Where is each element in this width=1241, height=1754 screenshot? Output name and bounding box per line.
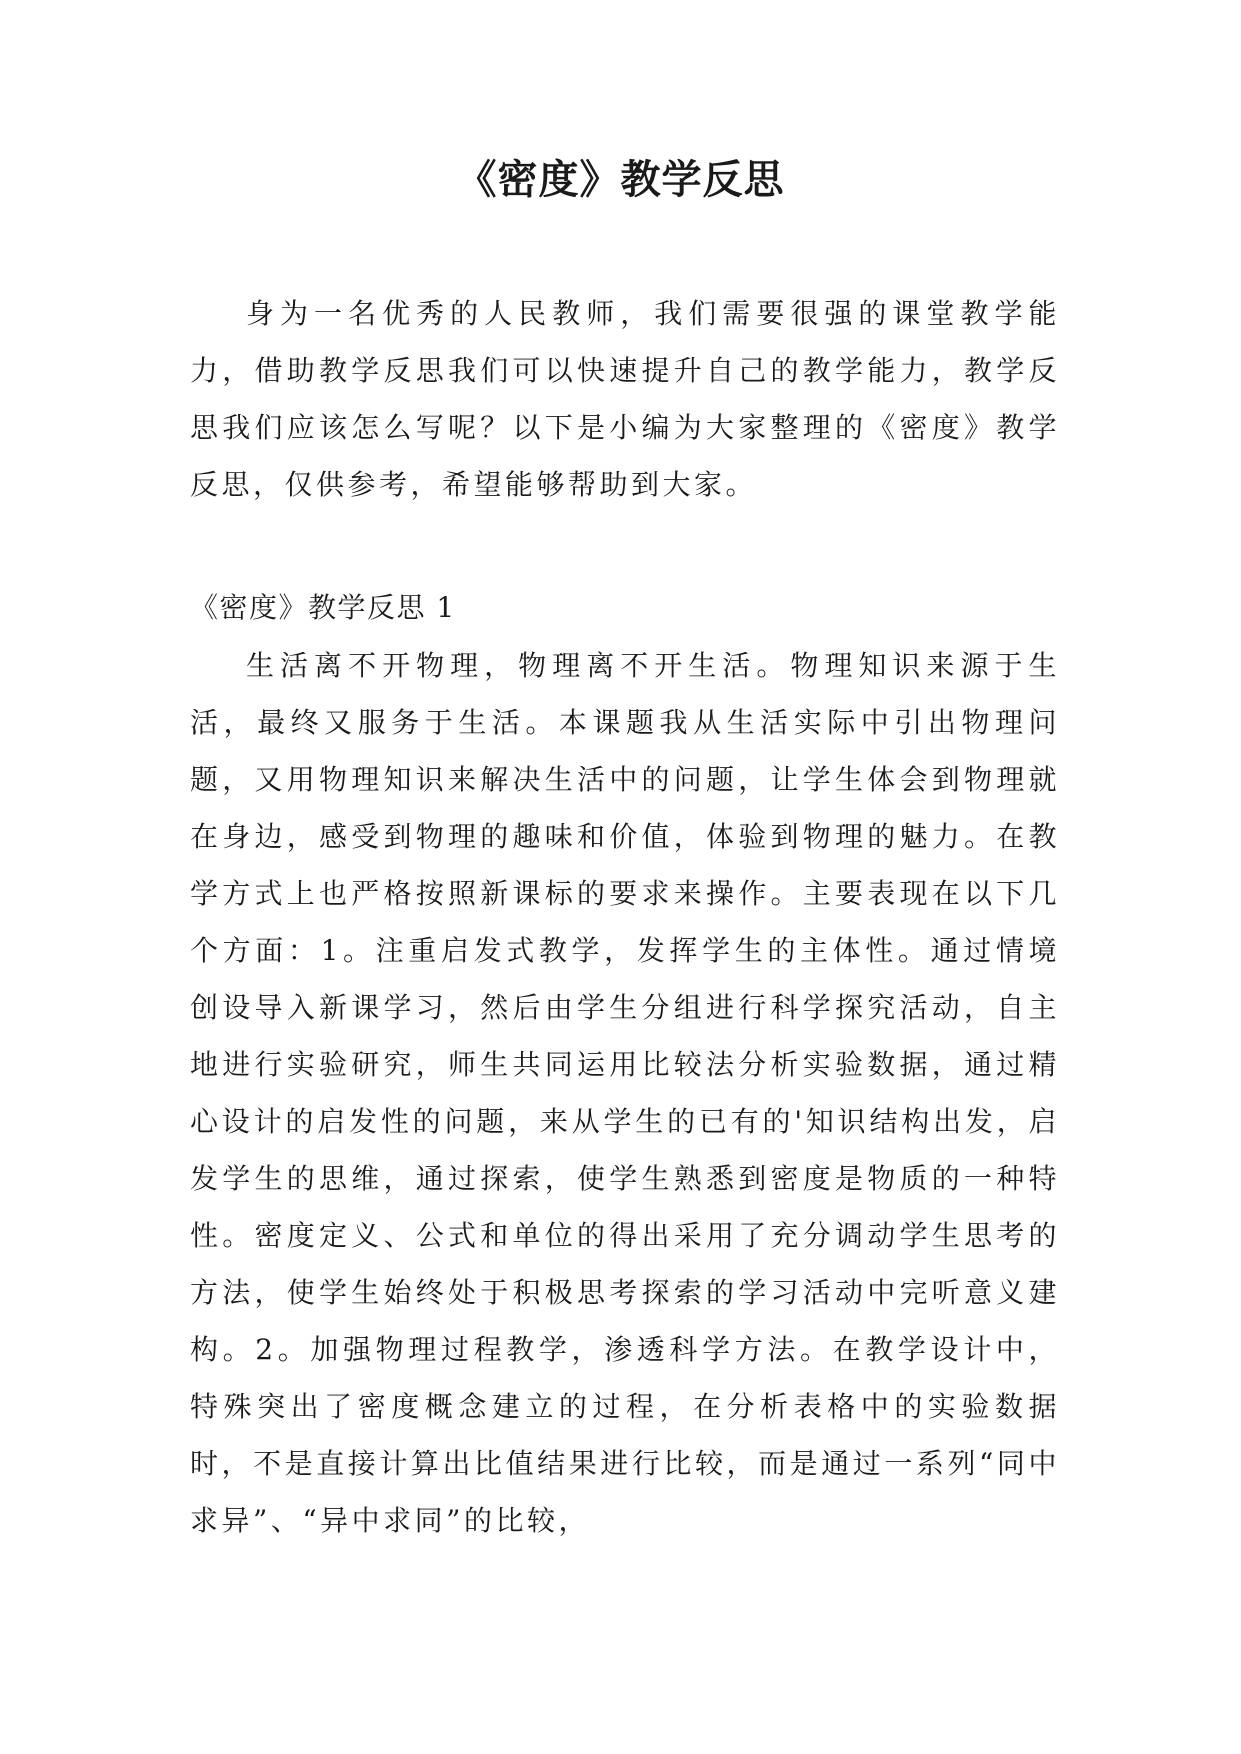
- intro-paragraph: 身为一名优秀的人民教师，我们需要很强的课堂教学能力，借助教学反思我们可以快速提升自己的教学能力，教学反思我们应该怎么写呢？以下是小编为大家整理的《密度》教学反思，仅供参考，希望能够帮助到大家。: [190, 297, 1060, 501]
- section-heading: 《密度》教学反思 1: [190, 591, 456, 624]
- section-paragraph: 生活离不开物理，物理离不开生活。物理知识来源于生活，最终又服务于生活。本课题我从生活实际中引出物理问题，又用物理知识来解决生活中的问题，让学生体会到物理就在身边，感受到物理的趣味和价值，体验到物理的魅力。在教学方式上也严格按照新课标的要求来操作。主要表现在以下几个方面：1。注重启发式教学，发挥学生的主体性。通过情境创设导入新课学习，然后由学生分组进行科学探究活动，自主地进行实验研究，师生共同运用比较法分析实验数据，通过精心设计的启发性的问题，来从学生的已有的'知识结构出发，启发学生的思维，通过探索，使学生熟悉到密度是物质的一种特性。密度定义、公式和单位的得出采用了充分调动学生思考的方法，使学生始终处于积极思考探索的学习活动中完听意义建构。2。加强物理过程教学，渗透科学方法。在教学设计中，特殊突出了密度概念建立的过程，在分析表格中的实验数据时，不是直接计算出比值结果进行比较，而是通过一系列“同中求异”、“异中求同”的比较，: [190, 649, 1060, 1537]
- document-title: 《密度》教学反思: [456, 157, 785, 203]
